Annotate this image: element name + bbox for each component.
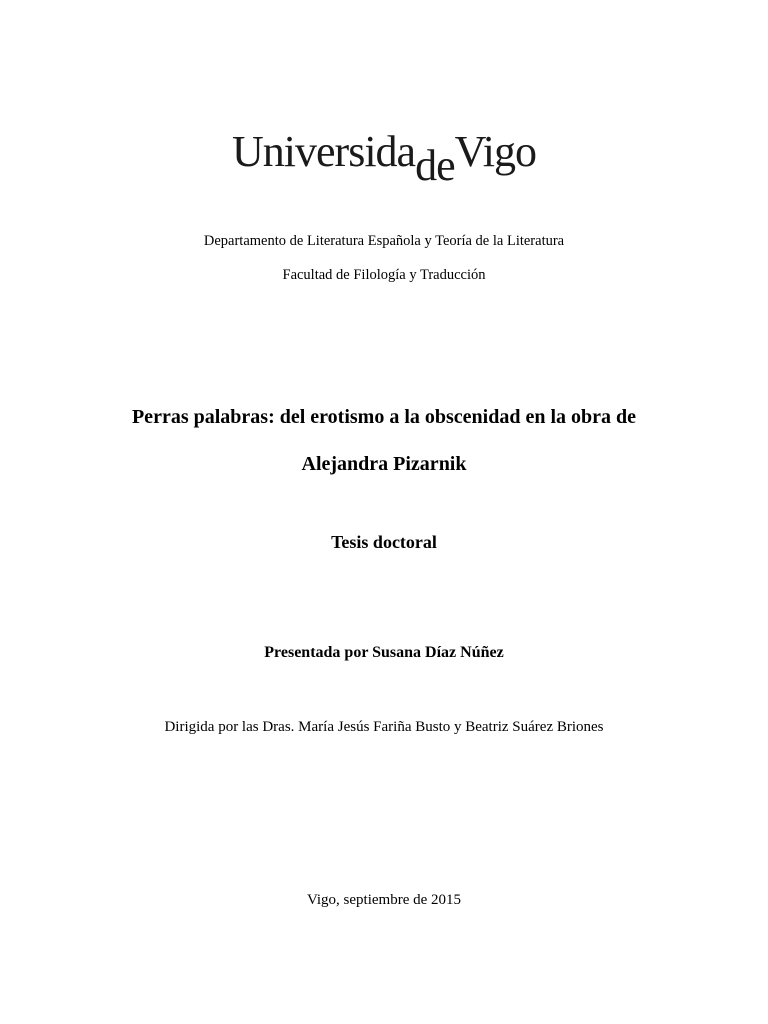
logo-text-de: de [415,141,455,190]
university-logo [0,127,768,190]
thesis-title-line-2: Alejandra Pizarnik [301,453,467,475]
faculty-name: Facultad de Filología y Traducción [282,267,486,283]
thesis-type: Tesis doctoral [331,532,437,552]
logo-text-vigo: Vigo [454,127,536,176]
place-and-date: Vigo, septiembre de 2015 [306,892,462,908]
directed-by: Dirigida por las Dras. María Jesús Fariña Busto y Beatriz Suárez Briones [164,719,604,735]
logo-text-universida: Universida [232,127,416,176]
department-name: Departamento de Literatura Española y Teoría de la Literatura [203,233,565,249]
thesis-title-line-1: Perras palabras: del erotismo a la obscenidad en la obra de [131,406,637,428]
presented-by: Presentada por Susana Díaz Núñez [264,644,504,661]
